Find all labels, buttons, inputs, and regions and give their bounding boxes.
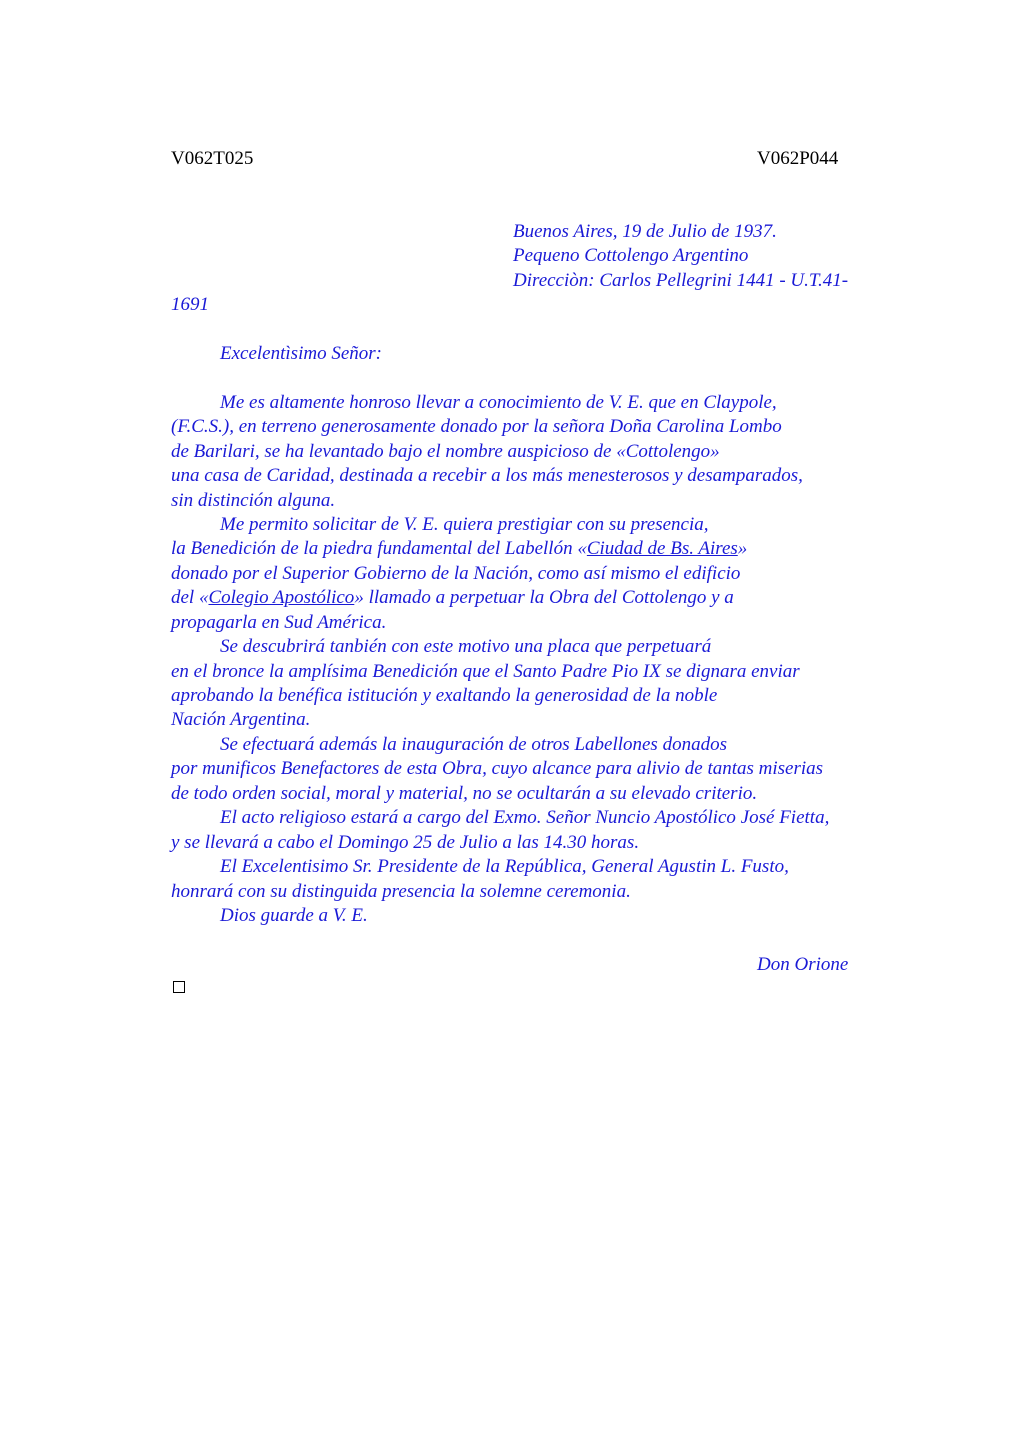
body-line — [171, 586, 734, 610]
underlined-title-colegio: Colegio Apostólico — [208, 587, 355, 608]
body-line: de Barilari, se ha levantado bajo el nombre auspicioso de «Cottolengo» — [171, 441, 720, 462]
empty-square-icon — [173, 981, 185, 993]
body-line: El Excelentisimo Sr. Presidente de la República, General Agustin L. Fusto, — [220, 856, 789, 877]
body-line: Me permito solicitar de V. E. quiera prestigiar con su presencia, — [220, 514, 709, 535]
body-line: donado por el Superior Gobierno de la Nación, como así mismo el edificio — [171, 563, 741, 584]
letter-address: Direcciòn: Carlos Pellegrini 1441 - U.T.41- — [513, 270, 849, 291]
body-text: » llamado a perpetuar la Obra del Cottolengo y a — [354, 587, 734, 608]
body-line: Nación Argentina. — [171, 709, 311, 730]
letter-signature: Don Orione — [757, 954, 849, 975]
letter-salutation: Excelentìsimo Señor: — [220, 343, 382, 364]
letter-address-continuation: 1691 — [171, 294, 209, 315]
underlined-title-ciudad: Ciudad de Bs. Aires — [586, 538, 738, 559]
body-text: la Benedición de la piedra fundamental del Labellón « — [171, 538, 587, 559]
letter-institution: Pequeno Cottolengo Argentino — [513, 245, 749, 266]
body-line: propagarla en Sud América. — [171, 612, 387, 633]
body-text: » — [737, 538, 748, 559]
body-line: Dios guarde a V. E. — [220, 905, 368, 926]
body-line — [171, 537, 747, 561]
body-line: una casa de Caridad, destinada a recebir a los más menesterosos y desamparados, — [171, 465, 803, 486]
body-line: en el bronce la amplísima Benedición que el Santo Padre Pio IX se dignara enviar — [171, 661, 800, 682]
body-line: por munificos Benefactores de esta Obra, cuyo alcance para alivio de tantas miserias — [171, 758, 824, 779]
body-line: Se efectuará además la inauguración de otros Labellones donados — [220, 734, 727, 755]
body-line: honrará con su distinguida presencia la solemne ceremonia. — [171, 881, 631, 902]
body-text: del « — [171, 587, 209, 608]
body-line: sin distinción alguna. — [171, 490, 336, 511]
reference-code-left: V062T025 — [171, 148, 254, 169]
body-line: aprobando la benéfica istitución y exaltando la generosidad de la noble — [171, 685, 718, 706]
letter-date: Buenos Aires, 19 de Julio de 1937. — [513, 221, 777, 242]
body-line: y se llevará a cabo el Domingo 25 de Julio a las 14.30 horas. — [171, 832, 640, 853]
reference-code-right: V062P044 — [757, 148, 839, 169]
body-line: El acto religioso estará a cargo del Exmo. Señor Nuncio Apostólico José Fietta, — [220, 807, 830, 828]
body-line: Me es altamente honroso llevar a conocimiento de V. E. que en Claypole, — [220, 392, 777, 413]
body-line: (F.C.S.), en terreno generosamente donado por la señora Doña Carolina Lombo — [171, 416, 782, 437]
body-line: de todo orden social, moral y material, no se ocultarán a su elevado criterio. — [171, 783, 758, 804]
body-line: Se descubrirá tanbién con este motivo una placa que perpetuará — [220, 636, 712, 657]
